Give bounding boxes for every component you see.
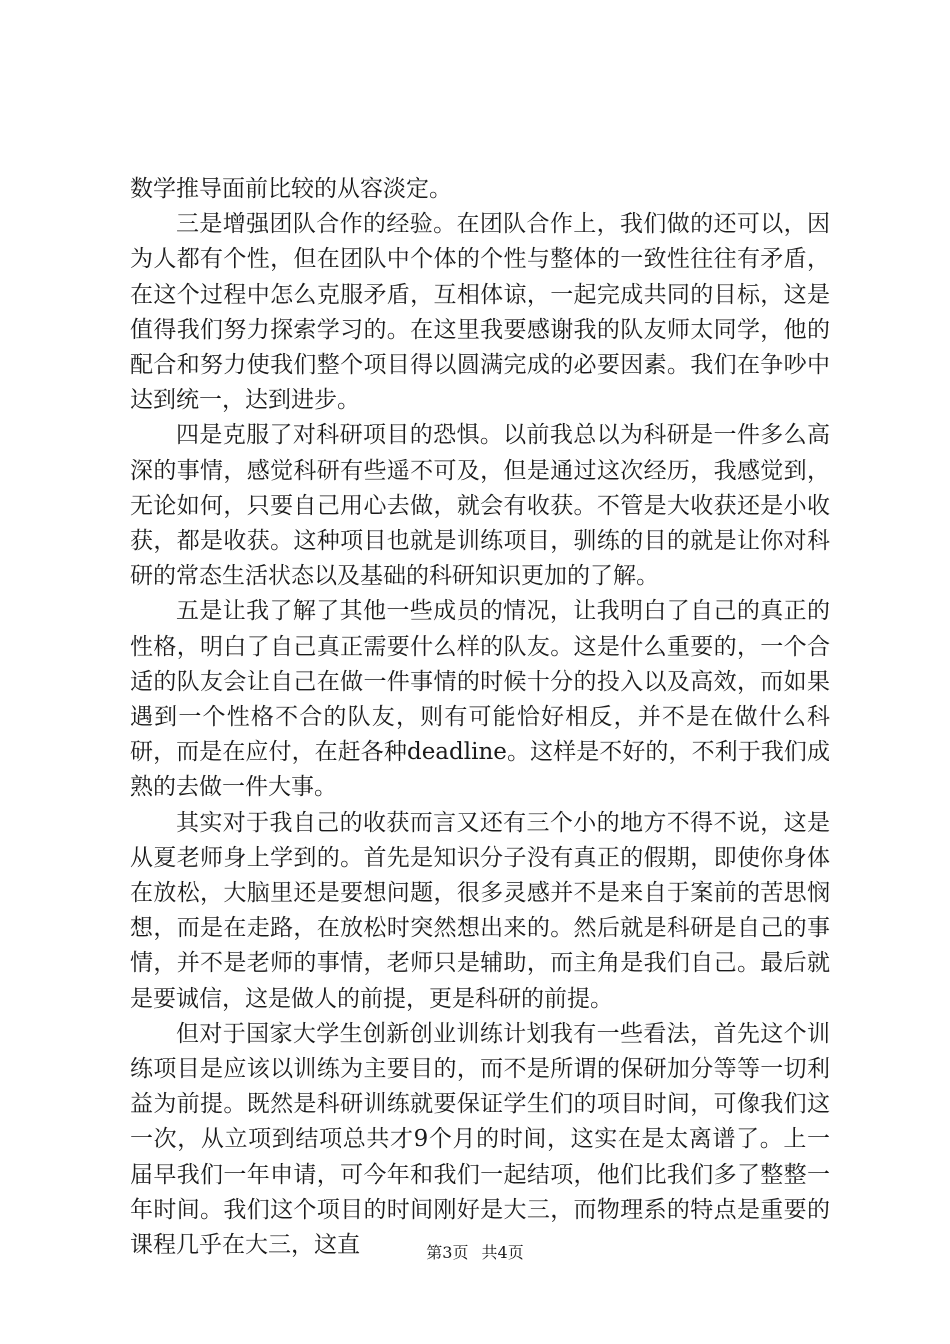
page-total: 共4页 bbox=[481, 1243, 524, 1262]
paragraph-1: 数学推导面前比较的从容淡定。 bbox=[130, 176, 452, 202]
paragraph-5: 其实对于我自己的收获而言又还有三个小的地方不得不说，这是从夏老师身上学到的。首先是知识分子没有真正的假期，即使你身体在放松，大脑里还是要想问题，很多灵感并不是来自于案前的苦思悯想，而是在走路，在放松时突然想出来的。然后就是科研是自己的事情，并不是老师的事情，老师只是辅助，而主角是我们自己。最后就是要诚信，这是做人的前提，更是科研的前提。 bbox=[130, 809, 830, 1012]
page-footer bbox=[0, 1243, 950, 1263]
paragraph-6: 但对于国家大学生创新创业训练计划我有一些看法，首先这个训练项目是应该以训练为主要目的，而不是所谓的保研加分等等一切利益为前提。既然是科研训练就要保证学生们的项目时间，可像我们这一次，从立项到结项总共才9个月的时间，这实在是太离谱了。上一届早我们一年申请，可今年和我们一起结项，他们比我们多了整整一年时间。我们这个项目的时间刚好是大三，而物理系的特点是重要的课程几乎在大三，这直 bbox=[130, 1020, 830, 1259]
page-number: 第3页 bbox=[426, 1243, 469, 1262]
document-body bbox=[130, 172, 830, 1263]
paragraph-4: 五是让我了解了其他一些成员的情况，让我明白了自己的真正的性格，明白了自己真正需要什么样的队友。这是什么重要的，一个合适的队友会让自己在做一件事情的时候十分的投入以及高效，而如果遇到一个性格不合的队友，则有可能恰好相反，并不是在做什么科研，而是在应付，在赶各种deadline。这样是不好的，不利于我们成熟的去做一件大事。 bbox=[130, 598, 830, 801]
paragraph-3: 四是克服了对科研项目的恐惧。以前我总以为科研是一件多么高深的事情，感觉科研有些遥不可及，但是通过这次经历，我感觉到，无论如何，只要自己用心去做，就会有收获。不管是大收获还是小收获，都是收获。这种项目也就是训练项目，驯练的目的就是让你对科研的常态生活状态以及基础的科研知识更加的了解。 bbox=[130, 422, 830, 590]
paragraph-2: 三是增强团队合作的经验。在团队合作上，我们做的还可以，因为人都有个性，但在团队中个体的个性与整体的一致性往往有矛盾，在这个过程中怎么克服矛盾，互相体谅，一起完成共同的目标，这是值得我们努力探索学习的。在这里我要感谢我的队友师太同学，他的配合和努力使我们整个项目得以圆满完成的必要因素。我们在争吵中达到统一，达到进步。 bbox=[130, 211, 830, 414]
